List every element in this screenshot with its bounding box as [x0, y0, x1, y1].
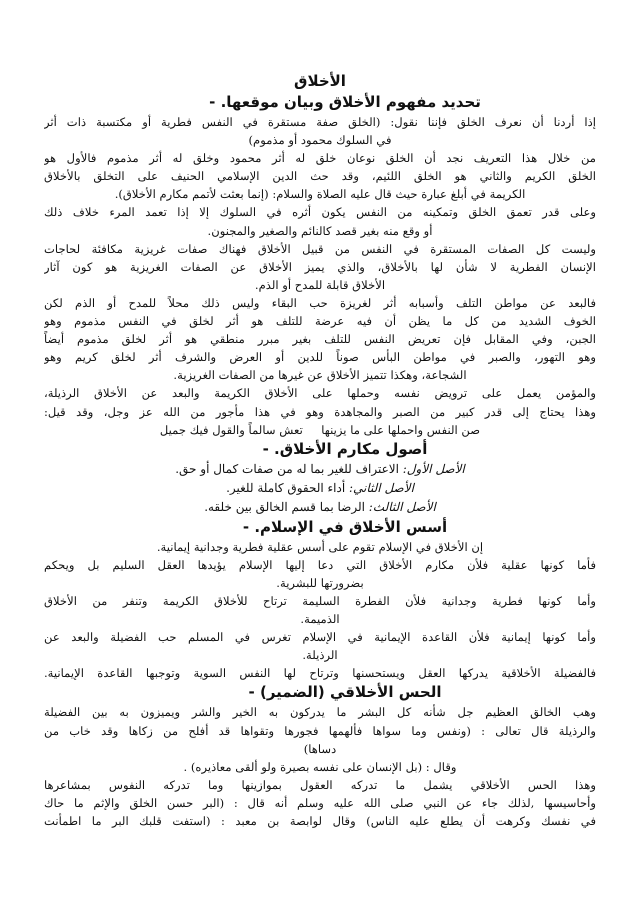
principle-text: الرضا بما قسم الخالق بين خلقه.	[204, 499, 369, 514]
text-line: وليست كل الصفات المستقرة في النفس من قبيل الأخلاق فهناك صفات غريزية مكافئة لحاجات	[44, 241, 596, 256]
principle-label: الأصل الثاني:	[348, 480, 414, 495]
text-line: الخوف الشديد من كل ما يظن أن فيه عرضة للتلف هو أثر لخلق في النفس مذموم وهو	[44, 314, 596, 329]
text-line: الشجاعة، وهكذا تتميز الأخلاق عن غيرها من الصفات الغريزية.	[173, 368, 467, 383]
text-line: وقال : (بل الإنسان على نفسه بصيرة ولو ألقى معاذيره) .	[183, 759, 457, 774]
text-line: بضرورتها للبشرية.	[276, 575, 364, 590]
principle-item	[44, 498, 596, 517]
heading-dash: -	[248, 683, 255, 702]
text-line: وهذا الحس الأخلاقي يشمل ما تدركه العقول بموازينها وما تدركه النفوس بمشاعرها	[44, 777, 596, 792]
text-line: الذميمة.	[300, 612, 340, 627]
section-foundations-body	[44, 538, 596, 683]
heading-text: أصول مكارم الأخلاق.	[274, 439, 428, 458]
principle-label: الأصل الأول:	[402, 461, 465, 476]
text-line: الإنسان الفطرية لا شأن لها بالأخلاق، والذي يميز الأخلاق عن الصفات الغريزية هو كون آثار	[44, 259, 596, 274]
text-line: وأحاسيسها ,لذلك جاء عن النبي صلى الله عليه وسلم أنه قال : (البر حسن الخلق والإثم ما حاك	[44, 795, 596, 810]
text-line: وأما كونها إيمانية فلأن القاعدة الإيمانية في الإسلام تغرس في المسلم حب الفضيلة والبعد عن	[44, 630, 596, 645]
text-line: وهو التهور، والصبر في مواطن البأس صوناً للدين أو العرض والشرف أثر لخلق كريم وهو	[44, 350, 596, 365]
heading-dash: -	[242, 517, 250, 536]
text-line: الخلق الكريم والثاني هو الخلق اللئيم، وقد حث الدين الإسلامي الحنيف على التخلق بالأخلاق	[44, 169, 596, 184]
text-line: فالفضيلة الأخلاقية يدركها العقل ويستحسنها وترتاح لها النفس السوية وتوجبها القاعدة الإيمانية.	[44, 666, 596, 681]
principle-item	[44, 460, 596, 479]
heading-dash: -	[209, 93, 216, 111]
section-heading-definition	[44, 92, 596, 113]
text-line: والرذيلة قال تعالى : (ونفس وما سواها فألهمها فجورها وتقواها قد أفلح من زكاها وقد خاب من	[44, 723, 596, 738]
section-conscience-body	[44, 703, 596, 830]
heading-text: أسس الأخلاق في الإسلام.	[254, 517, 448, 536]
text-line: أو وقع منه بغير قصد كالنائم والصغير والمجنون.	[207, 223, 433, 238]
text-line: والمؤمن يعمل على ترويض نفسه وحملها على الأخلاق الكريمة والبعد عن الأخلاق الرذيلة،	[44, 386, 596, 401]
text-line: الأخلاق قابلة للمدح أو الذم.	[254, 277, 386, 292]
text-line: وهب الخالق العظيم جل شأنه كل البشر ما يدركون به الخير والشر ويميزون به بين الفضيلة	[44, 705, 596, 720]
text-line: في نفسك وكرهت أن يطلع عليه الناس) وقال لوابصة بن معبد : (استفت قلبك البر ما اطمأنت	[44, 814, 596, 828]
text-line: من خلال هذا التعريف نجد أن الخلق نوعان خلق له أثر محمود وخلق له أثر مذموم فالأول هو	[44, 151, 596, 166]
section-principles-body	[44, 460, 596, 517]
section-heading-conscience	[44, 682, 596, 703]
text-line: إذا أردنا أن نعرف الخلق فإننا نقول: (الخلق صفة مستقرة في النفس فطرية أو مكتسبة ذات أثر	[44, 115, 596, 129]
text-line: الكريمة في أبلغ عبارة حيث قال عليه الصلاة والسلام: (إنما بعثت لأتمم مكارم الأخلاق).	[114, 187, 526, 202]
text-line: فأما كونها عقلية فلأن مكارم الأخلاق التي دعا إليها الإسلام يؤيدها العقل السليم بل ويحكم	[44, 557, 596, 572]
heading-text: تحديد مفهوم الأخلاق وبيان موقعها.	[220, 93, 481, 111]
principle-item	[44, 479, 596, 498]
document-body	[44, 70, 596, 830]
principle-text: أداء الحقوق كاملة للغير.	[226, 480, 349, 495]
section-definition-body	[44, 113, 596, 439]
text-line: وأما كونها فطرية وجدانية فلأن الفطرة السليمة ترتاح للأخلاق الكريمة وتنفر من الأخلاق	[44, 593, 596, 608]
principle-label: الأصل الثالث:	[368, 499, 436, 514]
text-line: وعلى قدر تعمق الخلق وتمكينه من النفس يكون أثره في السلوك إلا إذا تعمد المرء خلاف ذلك	[44, 205, 596, 220]
section-heading-principles	[44, 439, 596, 460]
text-line: وهذا يحتاج إلى قدر كبير من الصبر والمجاهدة وهو في هذا مأجور من الله عز وجل، وقد قيل:	[44, 404, 596, 419]
document-title: الأخلاق	[294, 72, 346, 90]
text-line: في السلوك محمود أو مذموم)	[248, 133, 392, 148]
text-line: إن الأخلاق في الإسلام تقوم على أسس عقلية فطرية وجدانية إيمانية.	[156, 539, 484, 554]
poetry-verse: صن النفس واحملها على ما يزينها تعش سالماً والقول فيك جميل	[159, 422, 481, 437]
text-line: فالبعد عن مواطن التلف وأسبابه أثر لغريزة حب البقاء وليس ذلك محلاً للمدح أو الذم لكن	[44, 295, 596, 310]
text-line: دساها)	[303, 741, 337, 756]
principle-text: الاعتراف للغير بما له من صفات كمال أو حق.	[175, 461, 403, 476]
heading-dash: -	[262, 439, 269, 458]
heading-text: الحس الأخلاقي (الضمير)	[259, 683, 442, 702]
section-heading-foundations	[44, 517, 596, 538]
text-line: الرذيلة.	[302, 648, 338, 663]
text-line: الجبن، وفي المقابل فإن تعريض النفس للتلف بغير مبرر منطقي هو أثر لخلق مذموم أيضاً	[44, 332, 596, 347]
